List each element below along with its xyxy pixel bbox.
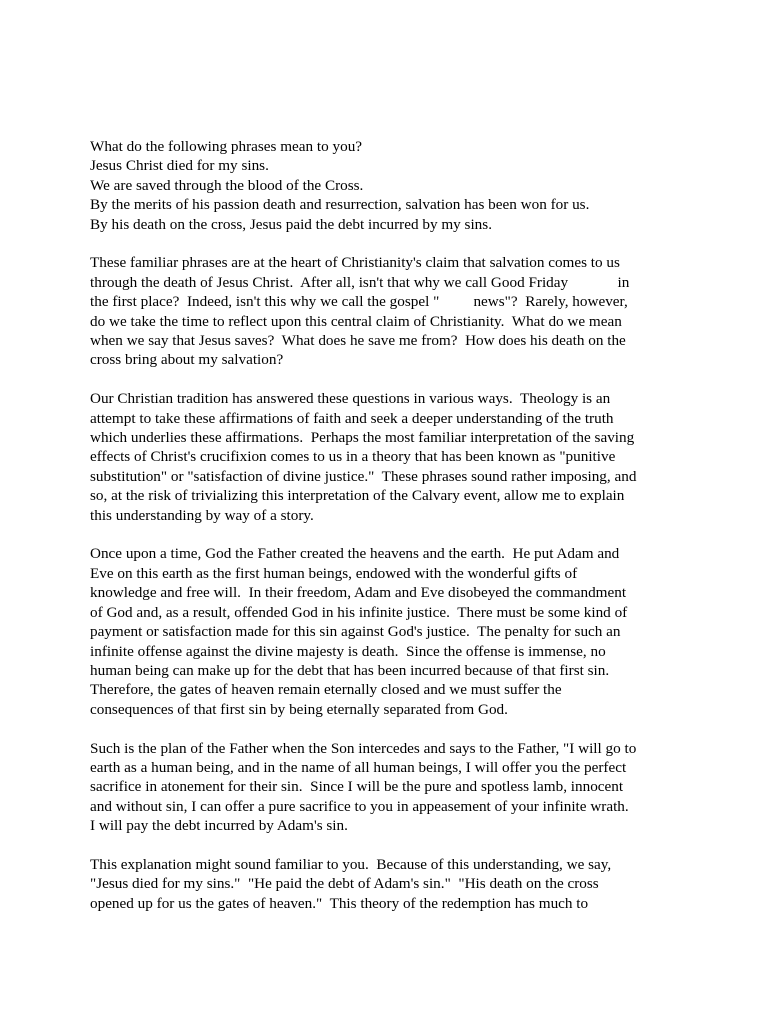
text-line: cross bring about my salvation? xyxy=(90,351,284,369)
text-line: Our Christian tradition has answered these questions in various ways. Theology is an xyxy=(90,390,611,408)
text-line: earth as a human being, and in the name of all human beings, I will offer you the perfect xyxy=(90,758,627,776)
text-line: knowledge and free will. In their freedom, Adam and Eve disobeyed the commandment xyxy=(90,584,627,602)
paragraph-intro-questions xyxy=(90,137,690,234)
text-line: By the merits of his passion death and resurrection, salvation has been won for us. xyxy=(90,196,590,214)
text-line: human being can make up for the debt that has been incurred because of that first sin. xyxy=(90,661,610,679)
text-line: when we say that Jesus saves? What does he save me from? How does his death on the xyxy=(90,332,626,350)
text-line: Once upon a time, God the Father created the heavens and the earth. He put Adam and xyxy=(90,545,620,563)
paragraph-christian-tradition xyxy=(90,389,690,525)
text-line: do we take the time to reflect upon this central claim of Christianity. What do we mean xyxy=(90,312,622,330)
text-line: I will pay the debt incurred by Adam's sin. xyxy=(90,817,348,835)
text-line: Such is the plan of the Father when the Son intercedes and says to the Father, "I will go to xyxy=(90,739,637,757)
text-line: By his death on the cross, Jesus paid the debt incurred by my sins. xyxy=(90,215,492,233)
text-line: payment or satisfaction made for this sin against God's justice. The penalty for such an xyxy=(90,623,621,641)
text-line: this understanding by way of a story. xyxy=(90,506,314,524)
text-line: which underlies these affirmations. Perhaps the most familiar interpretation of the saving xyxy=(90,429,635,447)
text-line: effects of Christ's crucifixion comes to us in a theory that has been known as "punitive xyxy=(90,448,616,466)
text-line: infinite offense against the divine majesty is death. Since the offense is immense, no xyxy=(90,642,606,660)
text-line: the first place? Indeed, isn't this why we call the gospel " news"? Rarely, however, xyxy=(90,293,628,311)
text-line: and without sin, I can offer a pure sacrifice to you in appeasement of your infinite wrath. xyxy=(90,797,629,815)
text-line: consequences of that first sin by being eternally separated from God. xyxy=(90,700,508,718)
text-line: These familiar phrases are at the heart of Christianity's claim that salvation comes to us xyxy=(90,254,620,272)
text-line: Jesus Christ died for my sins. xyxy=(90,157,269,175)
paragraph-story xyxy=(90,544,690,719)
text-line: sacrifice in atonement for their sin. Since I will be the pure and spotless lamb, innocent xyxy=(90,778,624,796)
text-line: attempt to take these affirmations of faith and seek a deeper understanding of the truth xyxy=(90,409,614,427)
text-line: of God and, as a result, offended God in his infinite justice. There must be some kind of xyxy=(90,603,628,621)
paragraph-son-intercedes xyxy=(90,739,690,836)
text-line: This explanation might sound familiar to you. Because of this understanding, we say, xyxy=(90,855,612,873)
text-line: substitution" or "satisfaction of divine justice." These phrases sound rather imposing, and xyxy=(90,467,637,485)
text-line: We are saved through the blood of the Cross. xyxy=(90,176,364,194)
document-page xyxy=(90,137,690,933)
paragraph-explanation xyxy=(90,855,690,913)
text-line: opened up for us the gates of heaven." This theory of the redemption has much to xyxy=(90,894,589,912)
text-line: Therefore, the gates of heaven remain eternally closed and we must suffer the xyxy=(90,681,562,699)
text-line: "Jesus died for my sins." "He paid the debt of Adam's sin." "His death on the cross xyxy=(90,875,599,893)
text-line: so, at the risk of trivializing this interpretation of the Calvary event, allow me to explain xyxy=(90,487,625,505)
text-line: What do the following phrases mean to you? xyxy=(90,138,363,155)
paragraph-familiar-phrases xyxy=(90,253,690,369)
text-line: through the death of Jesus Christ. After all, isn't that why we call Good Friday in xyxy=(90,273,630,291)
text-line: Eve on this earth as the first human beings, endowed with the wonderful gifts of xyxy=(90,564,578,582)
